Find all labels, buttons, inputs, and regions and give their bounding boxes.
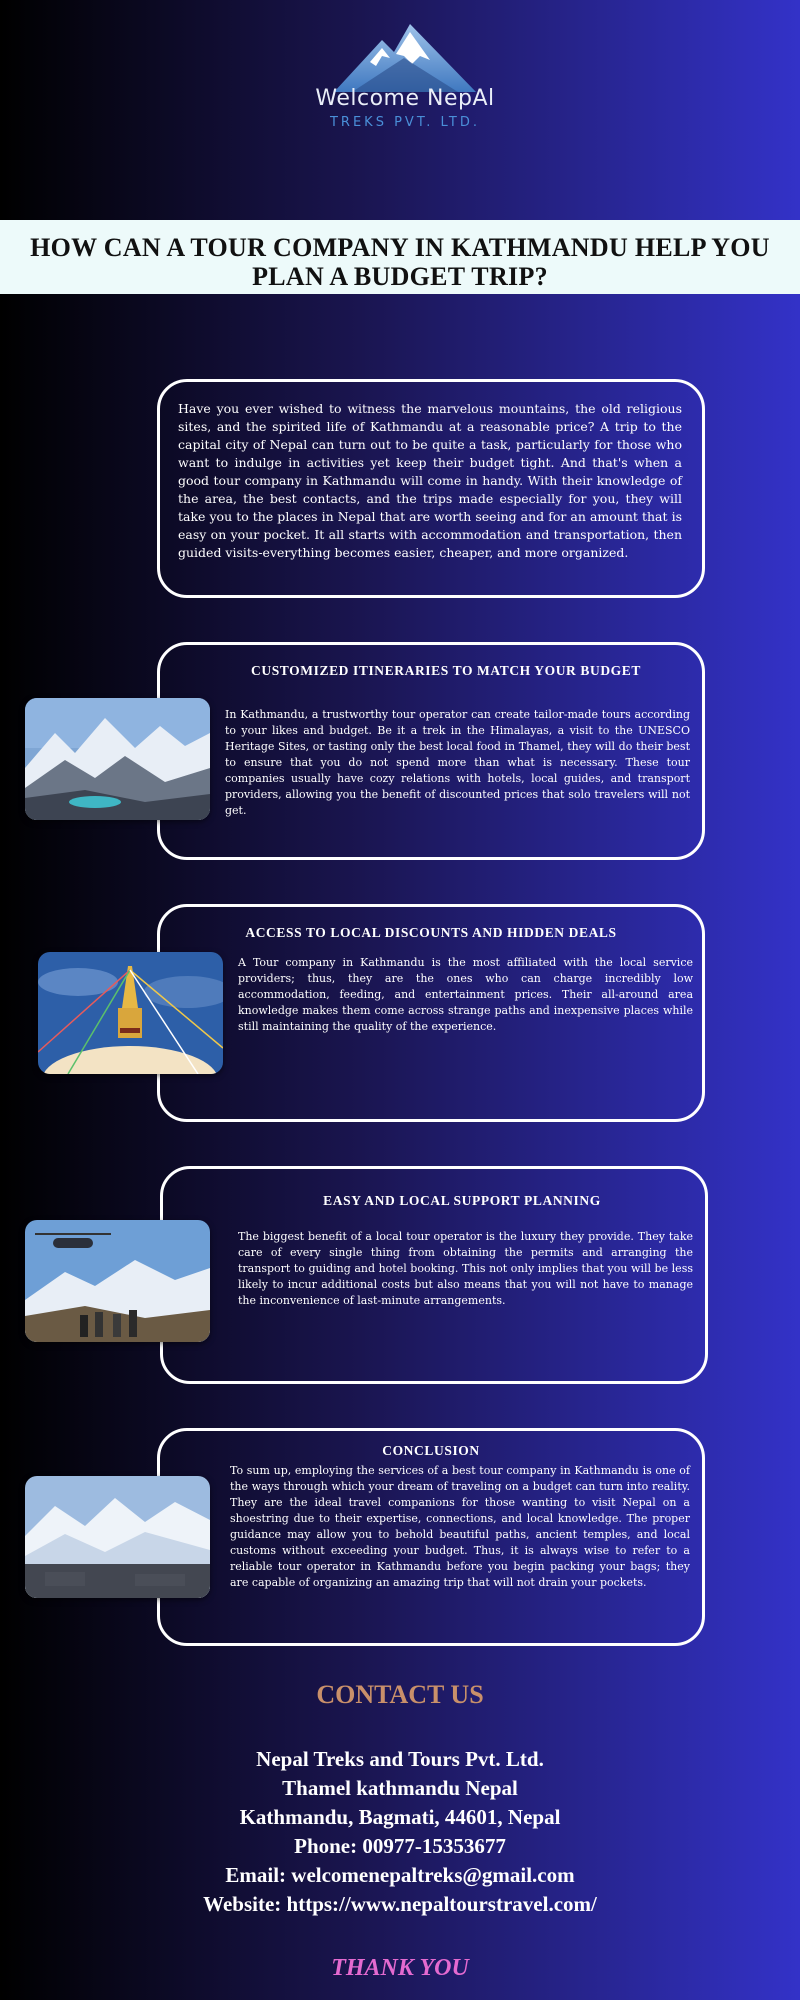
himalaya-lake-photo xyxy=(25,698,210,820)
section-text: A Tour company in Kathmandu is the most affiliated with the local service providers; thus, they are the ones who can charge incredibly low accommodation, feeding, and entertainment prices. Their all-around area knowledge makes them come across strange paths and inexpensive places while still maintaining the quality of the experience. xyxy=(238,956,693,1033)
contact-company: Nepal Treks and Tours Pvt. Ltd. xyxy=(256,1747,544,1771)
section-text: To sum up, employing the services of a best tour company in Kathmandu is one of the ways through which your dream of traveling on a budget can turn into reality. They are the ideal travel companions for those wanting to visit Nepal on a shoestring due to their expertise, connections, and local knowledge. The proper guidance may allow you to behold beautiful paths, ancient temples, and local customs without exceeding your budget. Thus, it is always wise to refer to a reliable tour operator in Kathmandu before you begin packing your bags; they are capable of organizing an amazing trip that will not drain your pockets. xyxy=(230,1464,690,1589)
contact-phone: Phone: 00977-15353677 xyxy=(294,1834,506,1858)
section-title: CUSTOMIZED ITINERARIES TO MATCH YOUR BUDGET xyxy=(251,663,641,678)
contact-website: Website: https://www.nepaltourstravel.com/ xyxy=(203,1892,597,1916)
section-title: ACCESS TO LOCAL DISCOUNTS AND HIDDEN DEALS xyxy=(245,925,617,940)
contact-email: Email: welcomenepaltreks@gmail.com xyxy=(225,1863,575,1887)
intro-text: Have you ever wished to witness the marvelous mountains, the old religious sites, and the spirited life of Kathmandu at a reasonable price? A trip to the capital city of Nepal can turn out to be quite a task, particularly for those who want to indulge in activities yet keep their budget tight. And that's when a good tour company in Kathmandu will come in handy. With their knowledge of the area, the best contacts, and the trips made especially for you, they will take you to the places in Nepal that are worth seeing and for an amount that is easy on your pocket. It all starts with accommodation and transportation, then guided visits-everything becomes easier, cheaper, and more organized. xyxy=(178,401,682,560)
contact-city: Kathmandu, Bagmati, 44601, Nepal xyxy=(239,1805,561,1829)
helicopter-trekkers-photo xyxy=(25,1220,210,1342)
section-card-discounts xyxy=(157,904,705,1122)
section-text: In Kathmandu, a trustworthy tour operator can create tailor-made tours according to your likes and budget. Be it a trek in the Himalayas, a visit to the UNESCO Heritage Sites, or tasting only the best local food in Thamel, they will do their best to ensure that you do not spend more than what is necessary. These tour companies usually have cozy relations with hotels, local guides, and transport providers, allowing you the benefit of discounted prices that solo travelers will not get. xyxy=(225,708,690,817)
logo-name: Welcome NepAl xyxy=(315,86,495,111)
contact-title: CONTACT US xyxy=(316,1680,484,1709)
section-card-itineraries xyxy=(157,642,705,860)
thank-you-text: THANK YOU xyxy=(331,1955,469,1981)
section-card-conclusion xyxy=(157,1428,705,1646)
section-card-support xyxy=(160,1166,708,1384)
mountain-flight-photo xyxy=(25,1476,210,1598)
logo-subtitle: TREKS PVT. LTD. xyxy=(329,115,481,130)
contact-address: Thamel kathmandu Nepal xyxy=(282,1776,518,1800)
section-title: EASY AND LOCAL SUPPORT PLANNING xyxy=(323,1193,601,1208)
page-title: HOW CAN A TOUR COMPANY IN KATHMANDU HELP YOU PLAN A BUDGET TRIP? xyxy=(30,233,770,291)
intro-card xyxy=(157,379,705,598)
boudhanath-stupa-photo xyxy=(38,952,223,1074)
company-logo xyxy=(290,22,520,132)
section-title: CONCLUSION xyxy=(382,1443,480,1458)
title-banner xyxy=(0,220,800,294)
section-text: The biggest benefit of a local tour operator is the luxury they provide. They take care of every single thing from obtaining the permits and arranging the transport to guiding and hotel booking. This not only implies that you will be less likely to incur additional costs but also means that you will not have to manage the inconvenience of last-minute arrangements. xyxy=(238,1230,693,1307)
